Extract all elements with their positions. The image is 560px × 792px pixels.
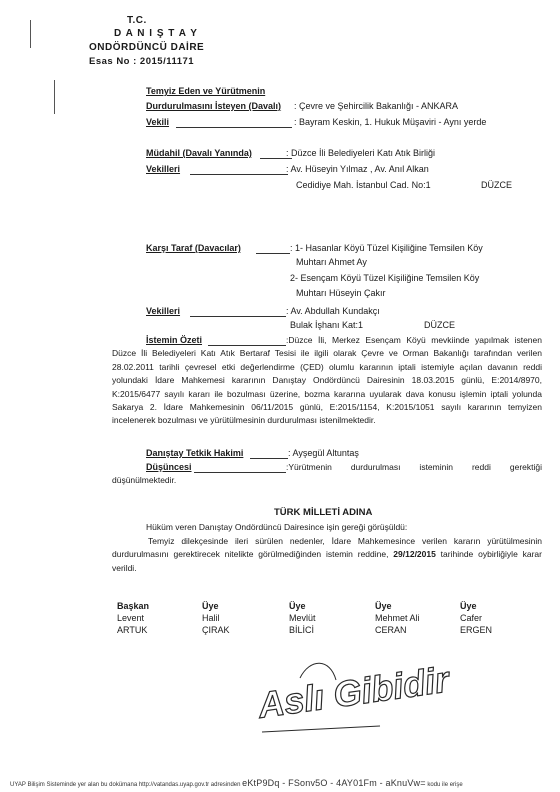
leader-line xyxy=(250,458,288,459)
appellant-value: : Çevre ve Şehircilik Bakanlığı - ANKARA xyxy=(294,101,459,111)
appellant-attorney-label: Vekili xyxy=(146,117,170,127)
signature-last-name: CERAN xyxy=(375,625,407,635)
signature-first-name: Levent xyxy=(117,613,145,623)
signature-title: Üye xyxy=(202,601,219,611)
respondent-label: Karşı Taraf (Davacılar) xyxy=(146,243,241,253)
intervener-label: Müdahil (Davalı Yanında) xyxy=(146,148,252,158)
signature-last-name: ARTUK xyxy=(117,625,148,635)
appellant-attorney-value: : Bayram Keskin, 1. Hukuk Müşaviri - Aynı yerde xyxy=(294,117,487,127)
appeal-heading: Temyiz Eden ve Yürütmenin xyxy=(146,86,266,96)
respondent-attorneys-label: Vekilleri xyxy=(146,306,181,316)
signature-first-name: Halil xyxy=(202,613,220,623)
stamp xyxy=(240,648,452,748)
intervener-attorneys-label: Vekilleri xyxy=(146,164,181,174)
signature-title: Üye xyxy=(375,601,392,611)
signature-block xyxy=(375,600,420,636)
scan-artifact xyxy=(54,80,55,114)
decision-date: 29/12/2015 xyxy=(393,549,436,560)
opinion-label: Düşüncesi xyxy=(146,462,192,472)
summary-text: :Düzce İli, Merkez Esençam Köyü mevkiinde yapılmak istenen Düzce İli Belediyeleri Katı Atık Bertaraf Tesisi ile ilgili olarak Çevre ve Orman Bakanlığı tarafından verilen 28.02.2011 tarihli çevresel etki değerlendirme (ÇED) olumlu kararının iptali istemiyle açılan davanın reddi yolundaki İdare Mahkemesi kararının Danıştay Ondördüncü Dairesinin 18.03.2015 günlü, E:2014/8970, K:2015/6477 sayılı kararı ile bozulması üzerine, bozma kararına uyularak dava konusu işlemin iptali yolunda Sakarya 2. İdare Mahkemesinin 06/11/2015 günlü, E:2015/1154, K:2015/1051 sayılı kararının temyizen incelenerek bozulması ve yürütülmesinin durdurulması istenilmektedir. xyxy=(112,335,542,426)
judge-label: Danıştay Tetkik Hakimi xyxy=(146,448,244,458)
footer-prefix: UYAP Bilişim Sisteminde yer alan bu dokümana http://vatandas.uyap.gov.tr adresinden xyxy=(10,782,241,788)
leader-line xyxy=(190,174,288,175)
signature-title: Üye xyxy=(289,601,306,611)
signature-first-name: Mevlüt xyxy=(289,613,316,623)
signature-first-name: Mehmet Ali xyxy=(375,613,420,623)
header-chamber: ONDÖRDÜNCÜ DAİRE xyxy=(89,42,205,53)
footer-suffix: kodu ile erişe xyxy=(427,782,463,788)
intervener-attorneys-value: : Av. Hüseyin Yılmaz , Av. Anıl Alkan xyxy=(286,164,429,174)
respondent-line4: Muhtarı Hüseyin Çakır xyxy=(296,288,386,298)
respondent-address: Bulak İşhanı Kat:1 xyxy=(290,320,364,330)
leader-line xyxy=(190,316,286,317)
signature-block xyxy=(202,600,230,636)
stamp-text: Aslı Gibidir xyxy=(255,658,452,726)
footer xyxy=(10,778,463,788)
signature-last-name: ERGEN xyxy=(460,625,493,635)
header-case-no: Esas No : 2015/11171 xyxy=(89,56,195,67)
stamp-underline xyxy=(262,726,380,732)
signature-title: Başkan xyxy=(117,601,150,611)
leader-line xyxy=(176,127,292,128)
decision-text-start: Temyiz dilekçesinde ileri sürülen nedenler, İdare Mahkemesince verilen kararın yürütülmesinin durdurulmasını gerektirecek nitelikte görülmediğinden istemin reddine, xyxy=(112,536,542,560)
decision-intro: Hüküm veren Danıştay Ondördüncü Dairesince işin gereği görüşüldü: xyxy=(146,522,408,532)
appellant-label: Durdurulmasını İsteyen (Davalı) xyxy=(146,101,282,111)
leader-line xyxy=(256,253,290,254)
signature-block xyxy=(289,600,316,636)
header-court: D A N I Ş T A Y xyxy=(114,28,198,39)
signature-block xyxy=(117,600,149,636)
leader-line xyxy=(260,158,292,159)
signature-first-name: Cafer xyxy=(460,613,483,623)
judge-value: : Ayşegül Altuntaş xyxy=(288,448,359,458)
header-tc: T.C. xyxy=(127,15,147,26)
signature-last-name: ÇIRAK xyxy=(202,625,230,635)
respondent-line1: : 1- Hasanlar Köyü Tüzel Kişiliğine Temsilen Köy xyxy=(290,243,483,253)
opinion-text: :Yürütmenin durdurulması isteminin reddi gerektiği düşünülmektedir. xyxy=(112,462,542,486)
decision-heading: TÜRK MİLLETİ ADINA xyxy=(274,507,373,518)
respondent-attorneys-value: : Av. Abdullah Kundakçı xyxy=(286,306,380,316)
signature-title: Üye xyxy=(460,601,477,611)
intervener-address: Cedidiye Mah. İstanbul Cad. No:1 xyxy=(296,180,431,190)
respondent-city: DÜZCE xyxy=(424,320,455,330)
scan-artifact xyxy=(30,20,31,48)
intervener-city: DÜZCE xyxy=(481,180,512,190)
signature-block xyxy=(460,600,492,636)
decision-text-end: tarihinde oybirliğiyle karar verildi. xyxy=(112,549,542,573)
signature-last-name: BİLİCİ xyxy=(289,625,315,635)
respondent-line3: 2- Esençam Köyü Tüzel Kişiliğine Temsilen Köy xyxy=(290,273,480,283)
footer-verification-code: eKtP9Dq - FSonv5O - 4AY01Fm - aKnuVw= xyxy=(242,778,426,788)
intervener-value: : Düzce İli Belediyeleri Katı Atık Birliği xyxy=(286,148,436,158)
summary-label: İstemin Özeti xyxy=(146,335,203,345)
respondent-line2: Muhtarı Ahmet Ay xyxy=(296,257,367,267)
decision-text xyxy=(112,535,542,575)
